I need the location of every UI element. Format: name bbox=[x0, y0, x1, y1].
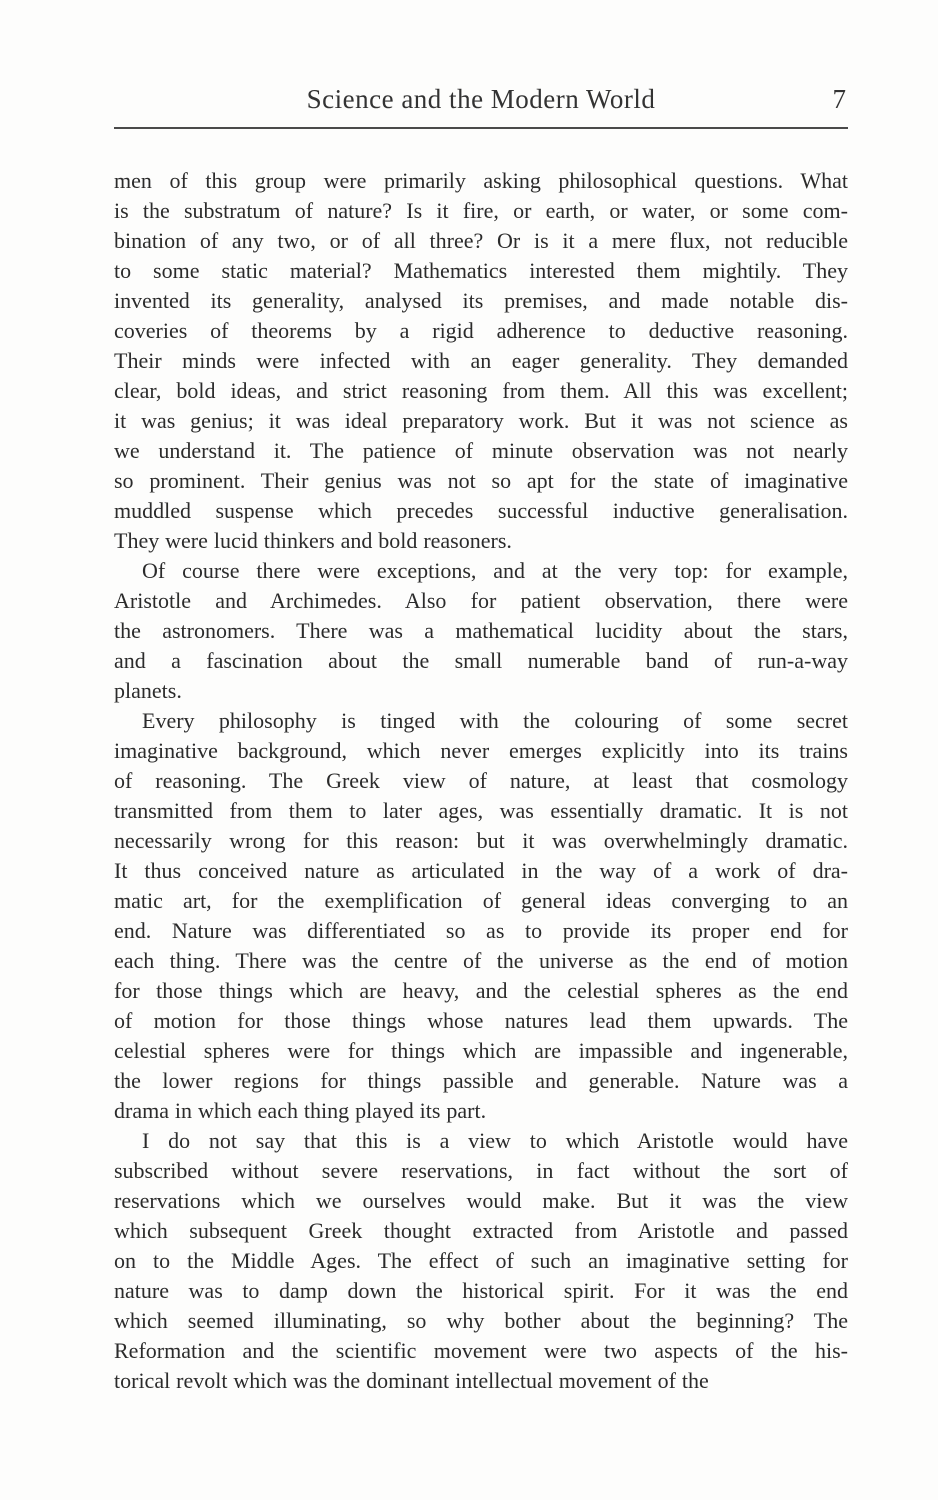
text-line: invented its generality, analysed its premises, and made notable dis- bbox=[114, 288, 848, 313]
text-line: men of this group were primarily asking philosophical questions. What bbox=[114, 168, 848, 193]
text-line: clear, bold ideas, and strict reasoning from them. All this was excellent; bbox=[114, 378, 848, 403]
text-line: nature was to damp down the historical spirit. For it was the end bbox=[114, 1278, 848, 1303]
paragraph bbox=[114, 556, 848, 706]
text-line: to some static material? Mathematics interested them mightily. They bbox=[114, 258, 848, 283]
text-line: it was genius; it was ideal preparatory work. But it was not science as bbox=[114, 408, 848, 433]
page-number: 7 bbox=[832, 84, 846, 114]
header-rule bbox=[114, 127, 848, 129]
text-line: the astronomers. There was a mathematical lucidity about the stars, bbox=[114, 618, 848, 643]
text-line: necessarily wrong for this reason: but it was overwhelmingly dramatic. bbox=[114, 828, 848, 853]
text-line: which seemed illuminating, so why bother about the beginning? The bbox=[114, 1308, 848, 1333]
text-line: Reformation and the scientific movement were two aspects of the his- bbox=[114, 1338, 848, 1363]
text-line: end. Nature was differentiated so as to provide its proper end for bbox=[114, 918, 848, 943]
text-line: subscribed without severe reservations, in fact without the sort of bbox=[114, 1158, 848, 1183]
text-line: torical revolt which was the dominant intellectual movement of the bbox=[114, 1368, 709, 1393]
text-line: reservations which we ourselves would make. But it was the view bbox=[114, 1188, 848, 1213]
text-line: bination of any two, or of all three? Or is it a mere flux, not reducible bbox=[114, 228, 848, 253]
paragraph bbox=[114, 706, 848, 1126]
running-header bbox=[114, 84, 848, 116]
text-line: I do not say that this is a view to which Aristotle would have bbox=[142, 1128, 848, 1153]
text-line: Of course there were exceptions, and at the very top: for example, bbox=[142, 558, 848, 583]
text-line: celestial spheres were for things which are impassible and ingenerable, bbox=[114, 1038, 848, 1063]
text-line: so prominent. Their genius was not so apt for the state of imaginative bbox=[114, 468, 848, 493]
text-line: matic art, for the exemplification of general ideas converging to an bbox=[114, 888, 848, 913]
text-line: of reasoning. The Greek view of nature, at least that cosmology bbox=[114, 768, 848, 793]
text-line: and a fascination about the small numerable band of run-a-way bbox=[114, 648, 848, 673]
text-line: muddled suspense which precedes successful inductive generalisation. bbox=[114, 498, 848, 523]
text-line: on to the Middle Ages. The effect of such an imaginative setting for bbox=[114, 1248, 848, 1273]
text-line: for those things which are heavy, and the celestial spheres as the end bbox=[114, 978, 848, 1003]
text-line: drama in which each thing played its part. bbox=[114, 1098, 487, 1123]
text-line: It thus conceived nature as articulated in the way of a work of dra- bbox=[114, 858, 848, 883]
text-line: each thing. There was the centre of the universe as the end of motion bbox=[114, 948, 848, 973]
text-line: we understand it. The patience of minute observation was not nearly bbox=[114, 438, 848, 463]
text-line: of motion for those things whose natures lead them upwards. The bbox=[114, 1008, 848, 1033]
text-line: They were lucid thinkers and bold reasoners. bbox=[114, 528, 512, 553]
running-title: Science and the Modern World bbox=[306, 84, 656, 114]
text-line: planets. bbox=[114, 678, 182, 703]
text-line: the lower regions for things passible and generable. Nature was a bbox=[114, 1068, 848, 1093]
page-body bbox=[114, 137, 848, 1396]
text-line: which subsequent Greek thought extracted from Aristotle and passed bbox=[114, 1218, 848, 1243]
text-line: transmitted from them to later ages, was essentially dramatic. It is not bbox=[114, 798, 848, 823]
text-line: imaginative background, which never emerges explicitly into its trains bbox=[114, 738, 848, 763]
paragraph bbox=[114, 1126, 848, 1396]
text-line: is the substratum of nature? Is it fire, or earth, or water, or some com- bbox=[114, 198, 848, 223]
text-line: coveries of theorems by a rigid adherence to deductive reasoning. bbox=[114, 318, 848, 343]
text-block bbox=[114, 84, 848, 1396]
text-line: Aristotle and Archimedes. Also for patient observation, there were bbox=[114, 588, 848, 613]
paragraph bbox=[114, 166, 848, 556]
text-line: Their minds were infected with an eager generality. They demanded bbox=[114, 348, 848, 373]
text-line: Every philosophy is tinged with the colouring of some secret bbox=[142, 708, 848, 733]
